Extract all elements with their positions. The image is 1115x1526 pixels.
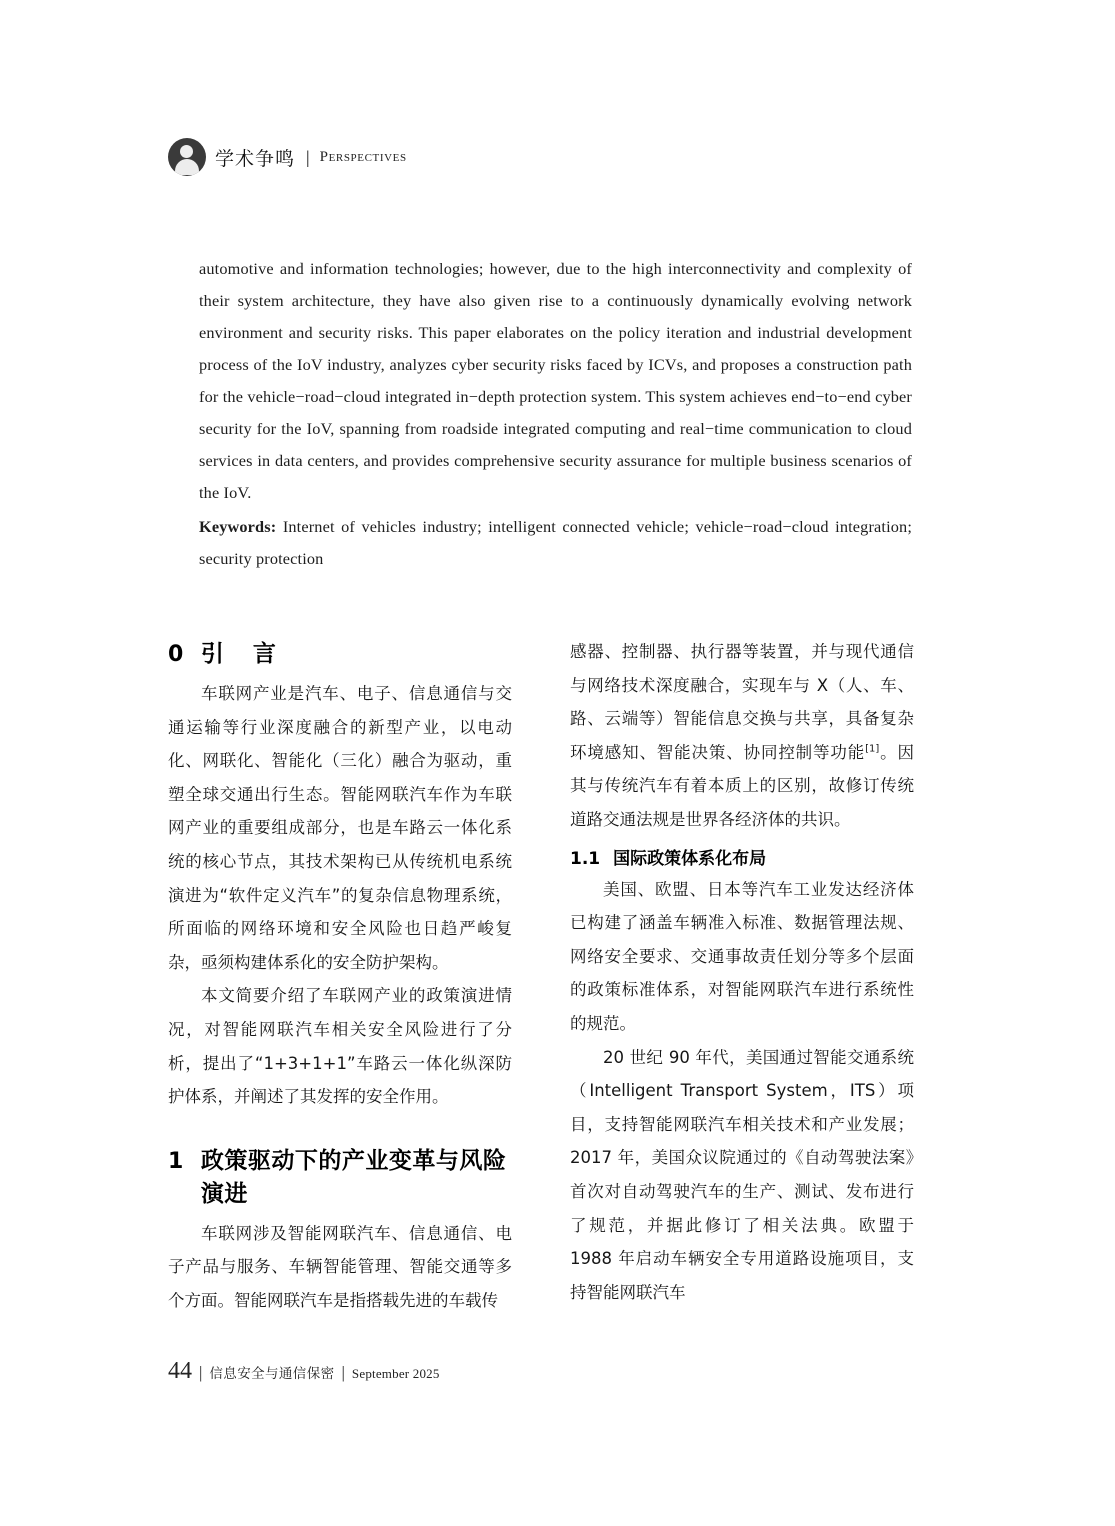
running-head (168, 138, 407, 176)
journal-title-cn: 信息安全与通信保密 (209, 1366, 335, 1382)
paragraph-1-1-2: 20 世纪 90 年代，美国通过智能交通系统（Intelligent Transport System，ITS）项目，支持智能网联汽车相关技术和产业发展；2017 年，美国众议院通过的《自动驾驶法案》首次对自动驾驶汽车的生产、测试、发布进行了规范，并据此修订了相关法典。欧盟于 1988 年启动车辆安全专用道路设施项目，支持智能网联汽车 (570, 1047, 914, 1302)
heading-1-1-number: 1.1 (570, 848, 601, 869)
heading-0-title: 引 言 (200, 641, 279, 667)
author-portrait-icon (168, 138, 206, 176)
paragraph-continued (570, 635, 914, 837)
heading-section-1-1 (570, 844, 914, 869)
footer-divider-2: | (341, 1363, 345, 1382)
heading-section-1 (168, 1142, 512, 1208)
paragraph-continued-tail: 。因其与传统汽车有着本质上的区别，故修订传统道路交通法规是世界各经济体的共识。 (570, 742, 914, 829)
body-column-right (570, 635, 914, 1309)
keywords-label: Keywords: (199, 517, 277, 536)
running-head-cn: 学术争鸣 (215, 147, 296, 170)
running-head-divider: | (306, 146, 310, 167)
heading-1-title: 政策驱动下的产业变革与风险演进 (200, 1147, 507, 1207)
page-footer (168, 1358, 440, 1385)
abstract-paragraph: automotive and information technologies; however, due to the high interconnectivity and complexity of their system architecture, they have also given rise to a continuously dynamically evolving network environment and security risks. This paper elaborates on the policy iteration and industrial development process of the IoV industry, analyzes cyber security risks faced by ICVs, and proposes a construction path for the vehicle−road−cloud integrated in−depth protection system. This system achieves end−to−end cyber security for the IoV, spanning from roadside integrated computing and real−time communication to cloud services in data centers, and provides comprehensive security assurance for multiple business scenarios of the IoV. (199, 259, 912, 502)
heading-section-0 (168, 635, 512, 668)
footer-divider-1: | (199, 1363, 203, 1382)
abstract-block (199, 253, 912, 575)
heading-1-1-title: 国际政策体系化布局 (613, 848, 767, 869)
keywords-text: Internet of vehicles industry; intelligent connected vehicle; vehicle−road−cloud integration; security protection (199, 517, 912, 568)
keywords-line (199, 511, 912, 575)
heading-0-number: 0 (168, 642, 184, 667)
paragraph-1-1-1: 美国、欧盟、日本等汽车工业发达经济体已构建了涵盖车辆准入标准、数据管理法规、网络安全要求、交通事故责任划分等多个层面的政策标准体系，对智能网联汽车进行系统性的规范。 (570, 879, 914, 1033)
paragraph-1-1: 车联网涉及智能网联汽车、信息通信、电子产品与服务、车辆智能管理、智能交通等多个方面。智能网联汽车是指搭载先进的车载传 (168, 1223, 512, 1310)
page-number: 44 (168, 1358, 192, 1384)
paragraph-continued-text: 感器、控制器、执行器等装置，并与现代通信与网络技术深度融合，实现车与 X（人、车、路、云端等）智能信息交换与共享，具备复杂环境感知、智能决策、协同控制等功能 (570, 642, 914, 762)
paragraph-0-2: 本文简要介绍了车联网产业的政策演进情况，对智能网联汽车相关安全风险进行了分析，提出了“1+3+1+1”车路云一体化纵深防护体系，并阐述了其发挥的安全作用。 (168, 986, 512, 1107)
paragraph-0-1: 车联网产业是汽车、电子、信息通信与交通运输等行业深度融合的新型产业，以电动化、网联化、智能化（三化）融合为驱动，重塑全球交通出行生态。智能网联汽车作为车联网产业的重要组成部分，也是车路云一体化系统的核心节点，其技术架构已从传统机电系统演进为“软件定义汽车”的复杂信息物理系统，所面临的网络环境和安全风险也日趋严峻复杂，亟须构建体系化的安全防护架构。 (168, 684, 512, 972)
citation-marker: [1] (865, 743, 880, 755)
issue-date: September 2025 (351, 1366, 440, 1381)
heading-1-number: 1 (168, 1148, 184, 1174)
heading-spacer (168, 1114, 512, 1142)
running-head-en: Perspectives (319, 148, 407, 165)
body-column-left (168, 635, 512, 1318)
